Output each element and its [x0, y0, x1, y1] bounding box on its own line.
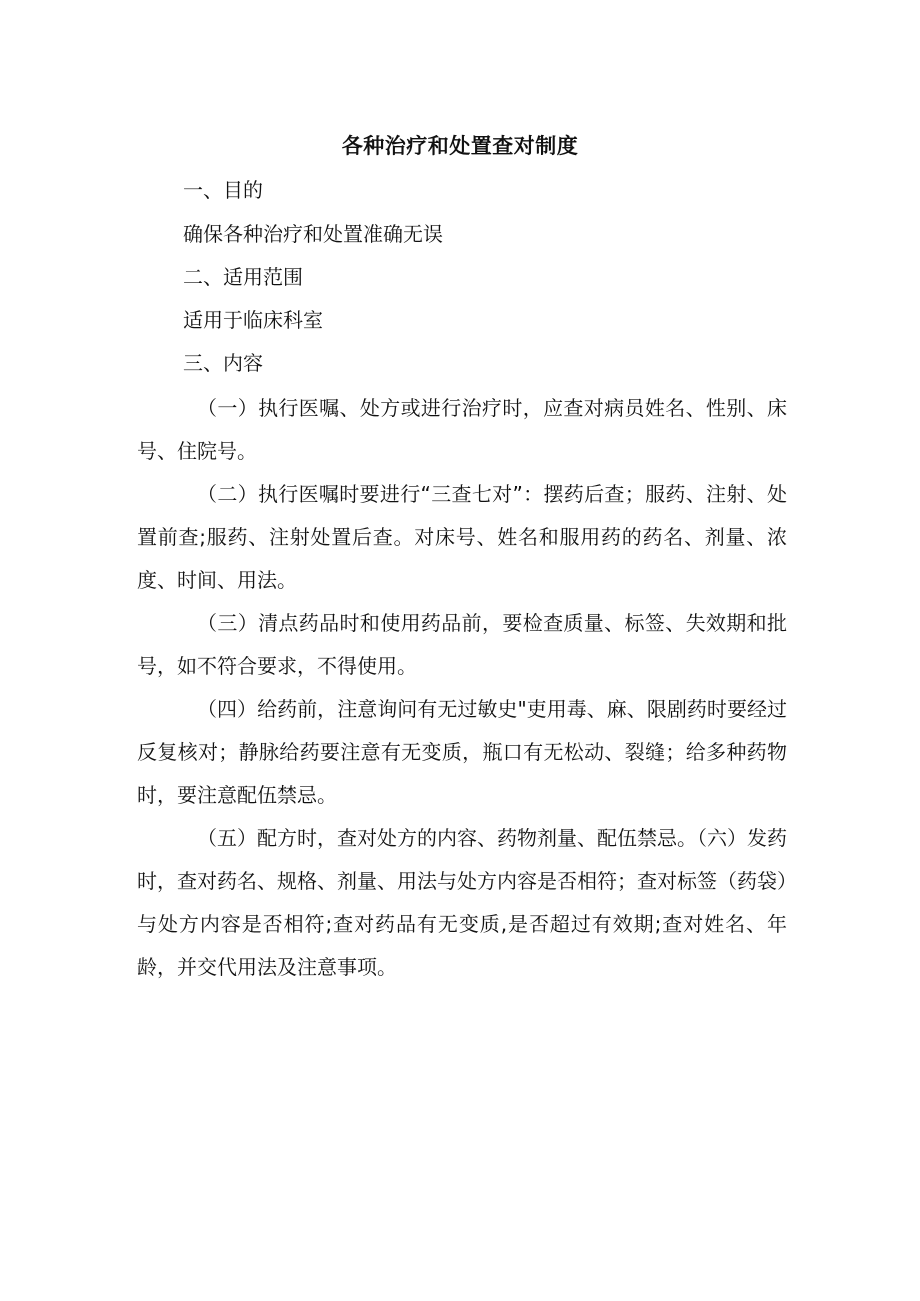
section-heading-content: 三、内容 [183, 351, 263, 375]
section-heading-scope: 二、适用范围 [183, 265, 303, 289]
section-text-purpose: 确保各种治疗和处置准确无误 [183, 222, 443, 246]
content-item-2: （二）执行医嘱时要进行“三查七对”：摆药后查；服药、注射、处置前查;服药、注射处置后查。对床号、姓名和服用药的药名、剂量、浓度、时间、用法。 [137, 482, 787, 592]
section-heading-purpose: 一、目的 [183, 178, 263, 202]
content-item-1: （一）执行医嘱、处方或进行治疗时，应查对病员姓名、性别、床号、住院号。 [137, 396, 787, 463]
section-text-scope: 适用于临床科室 [183, 308, 323, 332]
content-item-3: （三）清点药品时和使用药品前，要检查质量、标签、失效期和批号，如不符合要求，不得使用。 [137, 611, 787, 678]
content-item-4: （四）给药前，注意询问有无过敏史"吏用毒、麻、限剧药时要经过反复核对；静脉给药要注意有无变质，瓶口有无松动、裂缝；给多种药物时，要注意配伍禁忌。 [137, 697, 787, 807]
document-title: 各种治疗和处置查对制度 [341, 134, 579, 158]
content-item-5: （五）配方时，查对处方的内容、药物剂量、配伍禁忌。（六）发药时，查对药名、规格、剂量、用法与处方内容是否相符；查对标签（药袋）与处方内容是否相符;查对药品有无变质,是否超过有效期;查对姓名、年龄，并交代用法及注意事项。 [137, 826, 787, 979]
